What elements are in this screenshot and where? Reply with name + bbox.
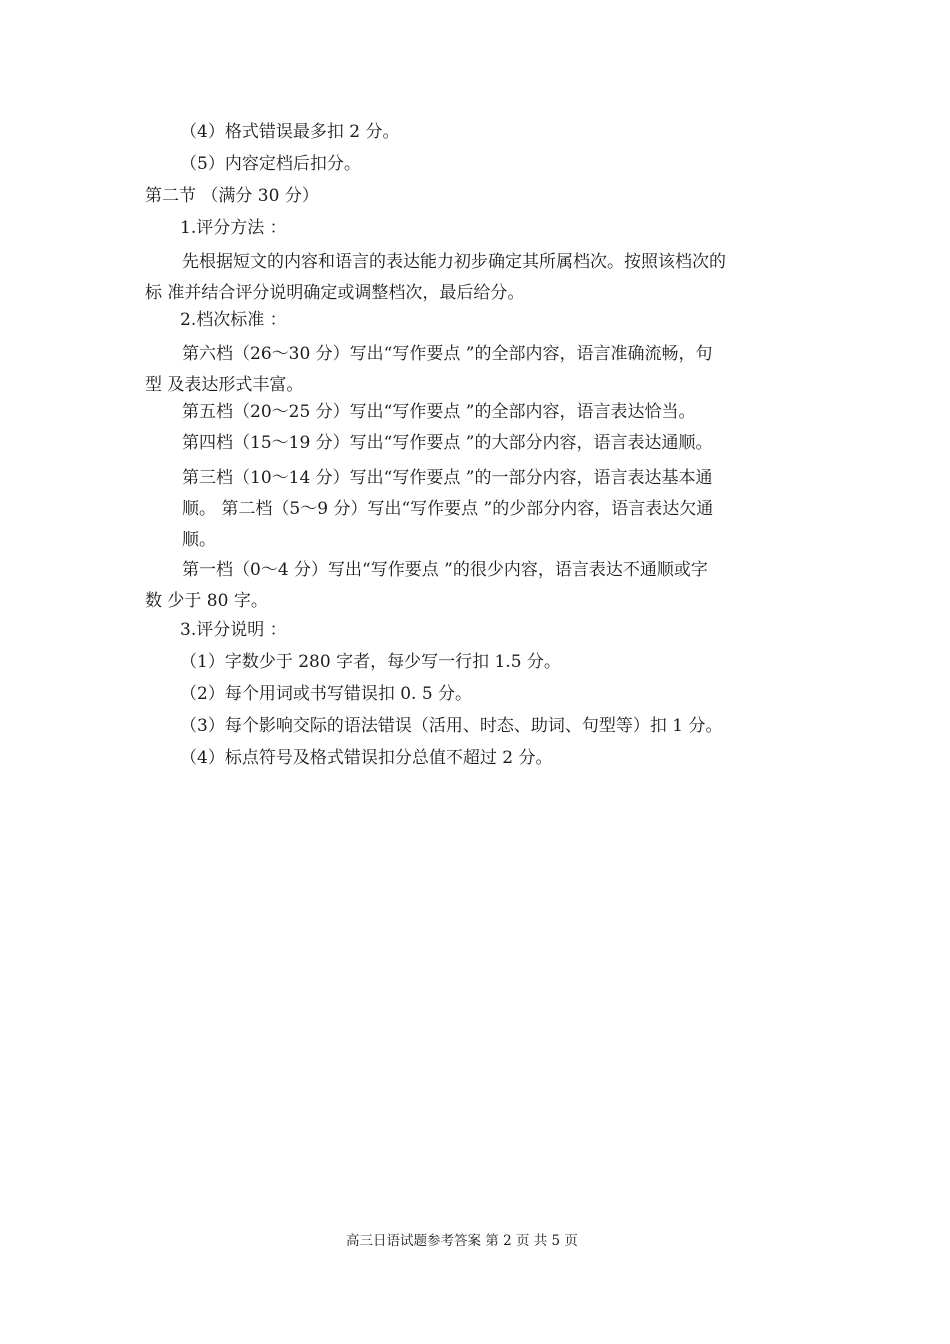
text-line: 型 及表达形式丰富。 (145, 375, 304, 395)
text-line: （1）字数少于 280 字者，每少写一行扣 1.5 分。 (180, 652, 561, 672)
text-line: 顺。 (182, 530, 216, 550)
page-footer: 高三日语试题参考答案 第 2 页 共 5 页 (346, 1233, 578, 1249)
text-line: 标 准并结合评分说明确定或调整档次，最后给分。 (145, 283, 525, 303)
subsection-heading: 2.档次标准 ： (180, 310, 287, 330)
text-line: 第三档（10～14 分）写出“写作要点 ”的一部分内容，语言表达基本通 (182, 468, 713, 488)
text-line: （2）每个用词或书写错误扣 0. 5 分。 (180, 684, 473, 704)
text-line: （4）标点符号及格式错误扣分总值不超过 2 分。 (180, 748, 553, 768)
text-line: 第四档（15～19 分）写出“写作要点 ”的大部分内容，语言表达通顺。 (182, 433, 713, 453)
text-line: 顺。 第二档（5～9 分）写出“写作要点 ”的少部分内容，语言表达欠通 (182, 499, 714, 519)
subsection-heading: 3.评分说明 ： (180, 620, 287, 640)
text-line: （3）每个影响交际的语法错误（活用、时态、助词、句型等）扣 1 分。 (180, 716, 723, 736)
subsection-heading: 1.评分方法 ： (180, 218, 287, 238)
text-line: （4）格式错误最多扣 2 分。 (180, 122, 400, 142)
text-line: 先根据短文的内容和语言的表达能力初步确定其所属档次。按照该档次的 (182, 252, 726, 272)
text-line: （5）内容定档后扣分。 (180, 154, 361, 174)
section-heading: 第二节 （满分 30 分） (145, 186, 319, 206)
text-line: 数 少于 80 字。 (145, 591, 268, 611)
text-line: 第六档（26～30 分）写出“写作要点 ”的全部内容，语言准确流畅，句 (182, 344, 713, 364)
text-line: 第五档（20～25 分）写出“写作要点 ”的全部内容，语言表达恰当。 (182, 402, 696, 422)
text-line: 第一档（0～4 分）写出“写作要点 ”的很少内容，语言表达不通顺或字 (182, 560, 708, 580)
